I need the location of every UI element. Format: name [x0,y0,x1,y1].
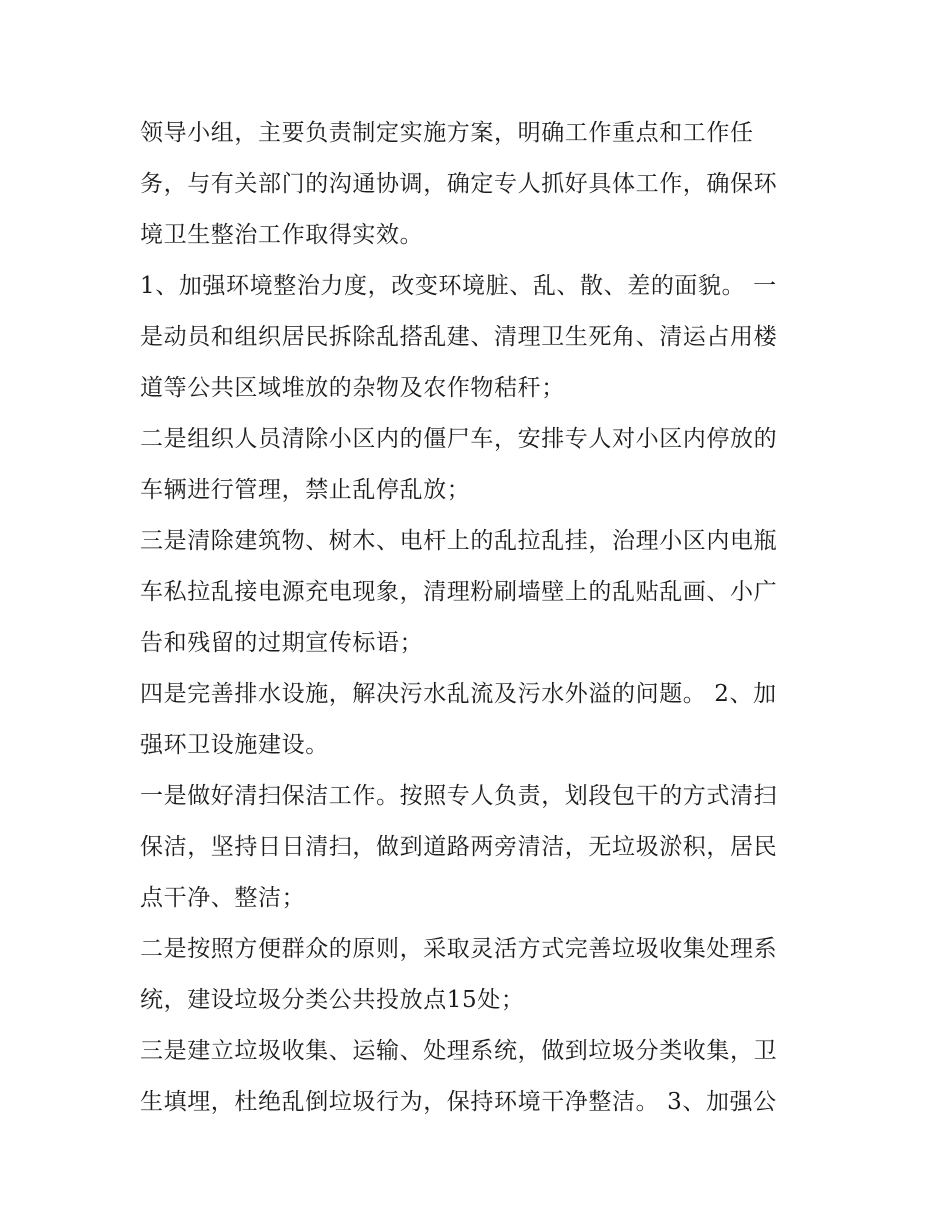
text-line: 保洁，坚持日日清扫，做到道路两旁清洁，无垃圾淤积，居民 [140,834,778,860]
text-line: 二是组织人员清除小区内的僵尸车，安排专人对小区内停放的 [140,426,778,452]
text-line: 车辆进行管理，禁止乱停乱放； [140,477,471,503]
text-line: 是动员和组织居民拆除乱搭乱建、清理卫生死角、清运占用楼 [140,324,778,350]
text-line: 车私拉乱接电源充电现象，清理粉刷墙壁上的乱贴乱画、小广 [140,579,778,605]
text-line: 一是做好清扫保洁工作。按照专人负责，划段包干的方式清扫 [140,783,778,809]
text-line: 三是清除建筑物、树木、电杆上的乱拉乱挂，治理小区内电瓶 [140,528,778,554]
text-line: 四是完善排水设施，解决污水乱流及污水外溢的问题。 2、加 [140,681,777,707]
text-line: 强环卫设施建设。 [140,732,329,758]
text-line: 二是按照方便群众的原则，采取灵活方式完善垃圾收集处理系 [140,936,778,962]
text-line: 统，建设垃圾分类公共投放点15处； [140,987,525,1013]
text-line: 务，与有关部门的沟通协调，确定专人抓好具体工作，确保环 [140,171,778,197]
text-line: 告和残留的过期宣传标语； [140,630,424,656]
text-line: 1、加强环境整治力度，改变环境脏、乱、散、差的面貌。 一 [140,273,777,299]
text-line: 点干净、整洁； [140,885,306,911]
text-line: 道等公共区域堆放的杂物及农作物秸秆； [140,375,565,401]
text-line: 境卫生整治工作取得实效。 [140,222,424,248]
text-line: 生填埋，杜绝乱倒垃圾行为，保持环境干净整洁。 3、加强公 [140,1089,777,1115]
text-line: 三是建立垃圾收集、运输、处理系统，做到垃圾分类收集，卫 [140,1038,778,1064]
text-line: 领导小组，主要负责制定实施方案，明确工作重点和工作任 [140,120,754,146]
body-text [140,108,820,1128]
